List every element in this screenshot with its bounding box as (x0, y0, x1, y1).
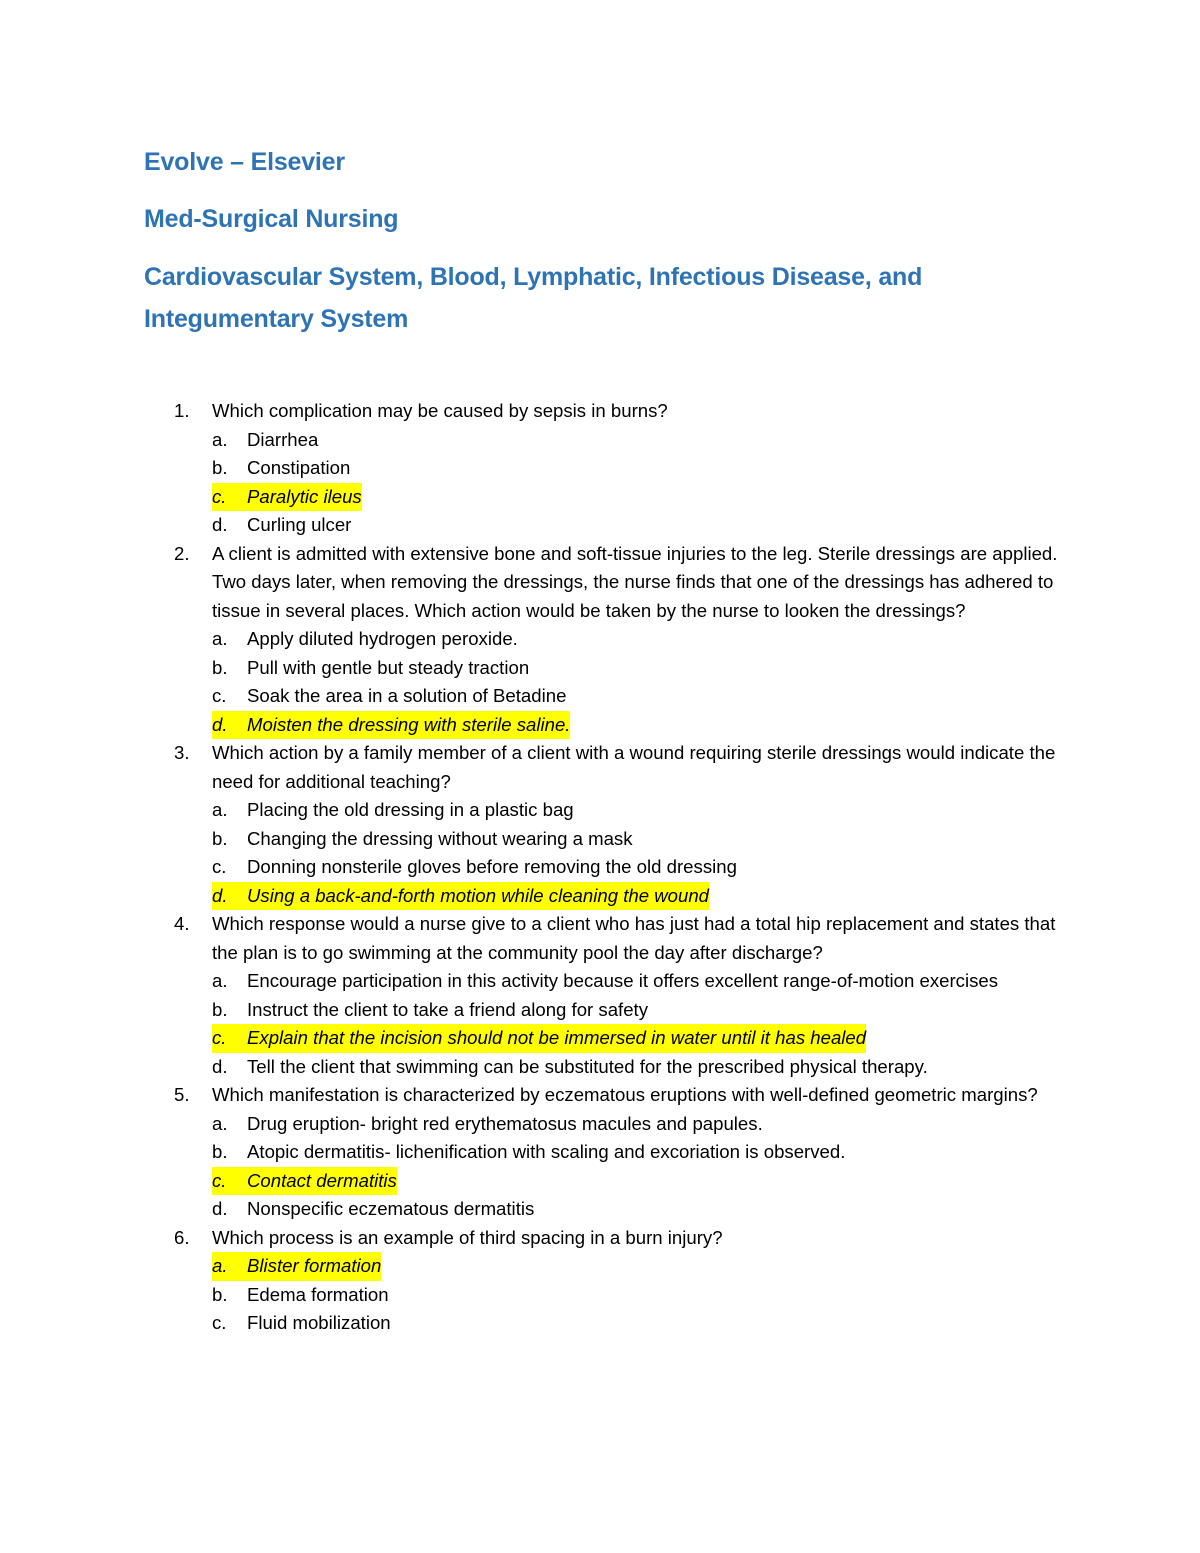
answer-text: Changing the dressing without wearing a mask (247, 827, 633, 849)
answer-text: Moisten the dressing with sterile saline. (247, 713, 571, 735)
answer-letter: d. (212, 1055, 228, 1077)
answer-text: Explain that the incision should not be immersed in water until it has healed (247, 1027, 867, 1048)
answer-option-body (212, 483, 362, 512)
answer-letter: c. (212, 1312, 227, 1333)
answer-text: Edema formation (247, 1283, 389, 1305)
answer-text: Constipation (247, 457, 351, 478)
answer-option (144, 454, 1064, 483)
question-text: Which process is an example of third spacing in a burn injury? (212, 1226, 723, 1248)
answer-option (144, 1195, 1064, 1224)
section-heading: Cardiovascular System, Blood, Lymphatic, Infectious Disease, and Integumentary System (144, 263, 923, 333)
answer-letter: b. (212, 656, 228, 678)
question-item (144, 910, 1064, 967)
answer-option (144, 825, 1064, 854)
answer-letter: b. (212, 1283, 228, 1305)
answer-letter: d. (212, 713, 228, 735)
question-number: 5. (174, 1084, 190, 1105)
question-item (144, 739, 1064, 796)
answer-letter: a. (212, 970, 228, 991)
question-number: 3. (174, 742, 190, 763)
answer-option-correct (144, 1024, 1064, 1053)
answer-text: Diarrhea (247, 428, 319, 450)
answer-text: Blister formation (247, 1255, 382, 1276)
answer-text: Apply diluted hydrogen peroxide. (247, 628, 518, 649)
answer-option (144, 1309, 1064, 1338)
answer-text: Contact dermatitis (247, 1169, 397, 1191)
answer-letter: d. (212, 884, 228, 906)
answer-letter: d. (212, 514, 228, 535)
answer-text: Fluid mobilization (247, 1312, 391, 1333)
answer-text: Using a back-and-forth motion while cleaning the wound (247, 884, 710, 906)
answer-option (144, 426, 1064, 455)
answer-option (144, 796, 1064, 825)
answer-option-correct (144, 483, 1064, 512)
answer-option (144, 625, 1064, 654)
answer-letter: a. (212, 428, 228, 450)
answer-text: Donning nonsterile gloves before removing the old dressing (247, 856, 737, 877)
answer-text: Drug eruption- bright red erythematosus macules and papules. (247, 1112, 763, 1134)
question-item (144, 540, 1064, 626)
question-number: 2. (174, 542, 190, 564)
answer-text: Paralytic ileus (247, 485, 362, 507)
answer-option-body (212, 882, 709, 911)
question-number: 6. (174, 1226, 190, 1248)
answer-letter: c. (212, 685, 227, 706)
answer-text: Placing the old dressing in a plastic bag (247, 799, 574, 820)
answer-text: Instruct the client to take a friend along for safety (247, 998, 649, 1020)
answer-text: Soak the area in a solution of Betadine (247, 685, 567, 706)
answer-letter: b. (212, 827, 228, 849)
answer-option-correct (144, 711, 1064, 740)
answer-option (144, 853, 1064, 882)
answer-letter: c. (212, 485, 227, 507)
answer-option (144, 1281, 1064, 1310)
answer-text: Pull with gentle but steady traction (247, 656, 530, 678)
answer-option-correct (144, 1252, 1064, 1281)
answer-letter: c. (212, 1027, 227, 1048)
question-list (144, 397, 1064, 1338)
question-number: 1. (174, 400, 190, 421)
answer-text: Atopic dermatitis- lichenification with scaling and excoriation is observed. (247, 1141, 846, 1162)
question-text: Which manifestation is characterized by eczematous eruptions with well-defined geometric margins? (212, 1084, 1038, 1105)
answer-option-body (212, 1167, 397, 1196)
answer-option (144, 967, 1064, 996)
answer-text: Tell the client that swimming can be substituted for the prescribed physical therapy. (247, 1055, 928, 1077)
answer-letter: c. (212, 1169, 227, 1191)
answer-option (144, 996, 1064, 1025)
question-item (144, 397, 1064, 426)
answer-option (144, 511, 1064, 540)
answer-letter: a. (212, 1255, 228, 1276)
question-item (144, 1224, 1064, 1253)
question-text: Which response would a nurse give to a client who has just had a total hip replacement and states that the plan is to go swimming at the community pool the day after discharge? (212, 913, 1056, 963)
answer-option (144, 682, 1064, 711)
question-text: Which complication may be caused by sepsis in burns? (212, 400, 668, 421)
answer-letter: b. (212, 457, 228, 478)
answer-option-correct (144, 882, 1064, 911)
answer-option (144, 1138, 1064, 1167)
answer-option (144, 1053, 1064, 1082)
answer-option-body (212, 1024, 866, 1053)
answer-option-correct (144, 1167, 1064, 1196)
question-number: 4. (174, 913, 190, 934)
answer-text: Curling ulcer (247, 514, 352, 535)
answer-letter: d. (212, 1198, 228, 1219)
document-title: Evolve – Elsevier (144, 148, 345, 176)
answer-letter: b. (212, 1141, 228, 1162)
answer-letter: a. (212, 799, 228, 820)
answer-text: Encourage participation in this activity because it offers excellent range-of-motion exercises (247, 970, 999, 991)
question-text: Which action by a family member of a client with a wound requiring sterile dressings would indicate the need for additional teaching? (212, 742, 1056, 792)
answer-letter: c. (212, 856, 227, 877)
answer-option (144, 1110, 1064, 1139)
answer-letter: a. (212, 628, 228, 649)
question-text: A client is admitted with extensive bone and soft-tissue injuries to the leg. Sterile dressings are applied. Two days later, when removing the dressings, the nurse finds that one of the dressings has adhered to tissue in several places. Which action would be taken by the nurse to looken the dressings? (212, 542, 1058, 621)
answer-letter: a. (212, 1112, 228, 1134)
answer-option-body (212, 1252, 381, 1281)
question-item (144, 1081, 1064, 1110)
document-subtitle: Med-Surgical Nursing (144, 205, 399, 233)
answer-text: Nonspecific eczematous dermatitis (247, 1198, 535, 1219)
answer-option-body (212, 711, 570, 740)
answer-option (144, 654, 1064, 683)
answer-letter: b. (212, 998, 228, 1020)
